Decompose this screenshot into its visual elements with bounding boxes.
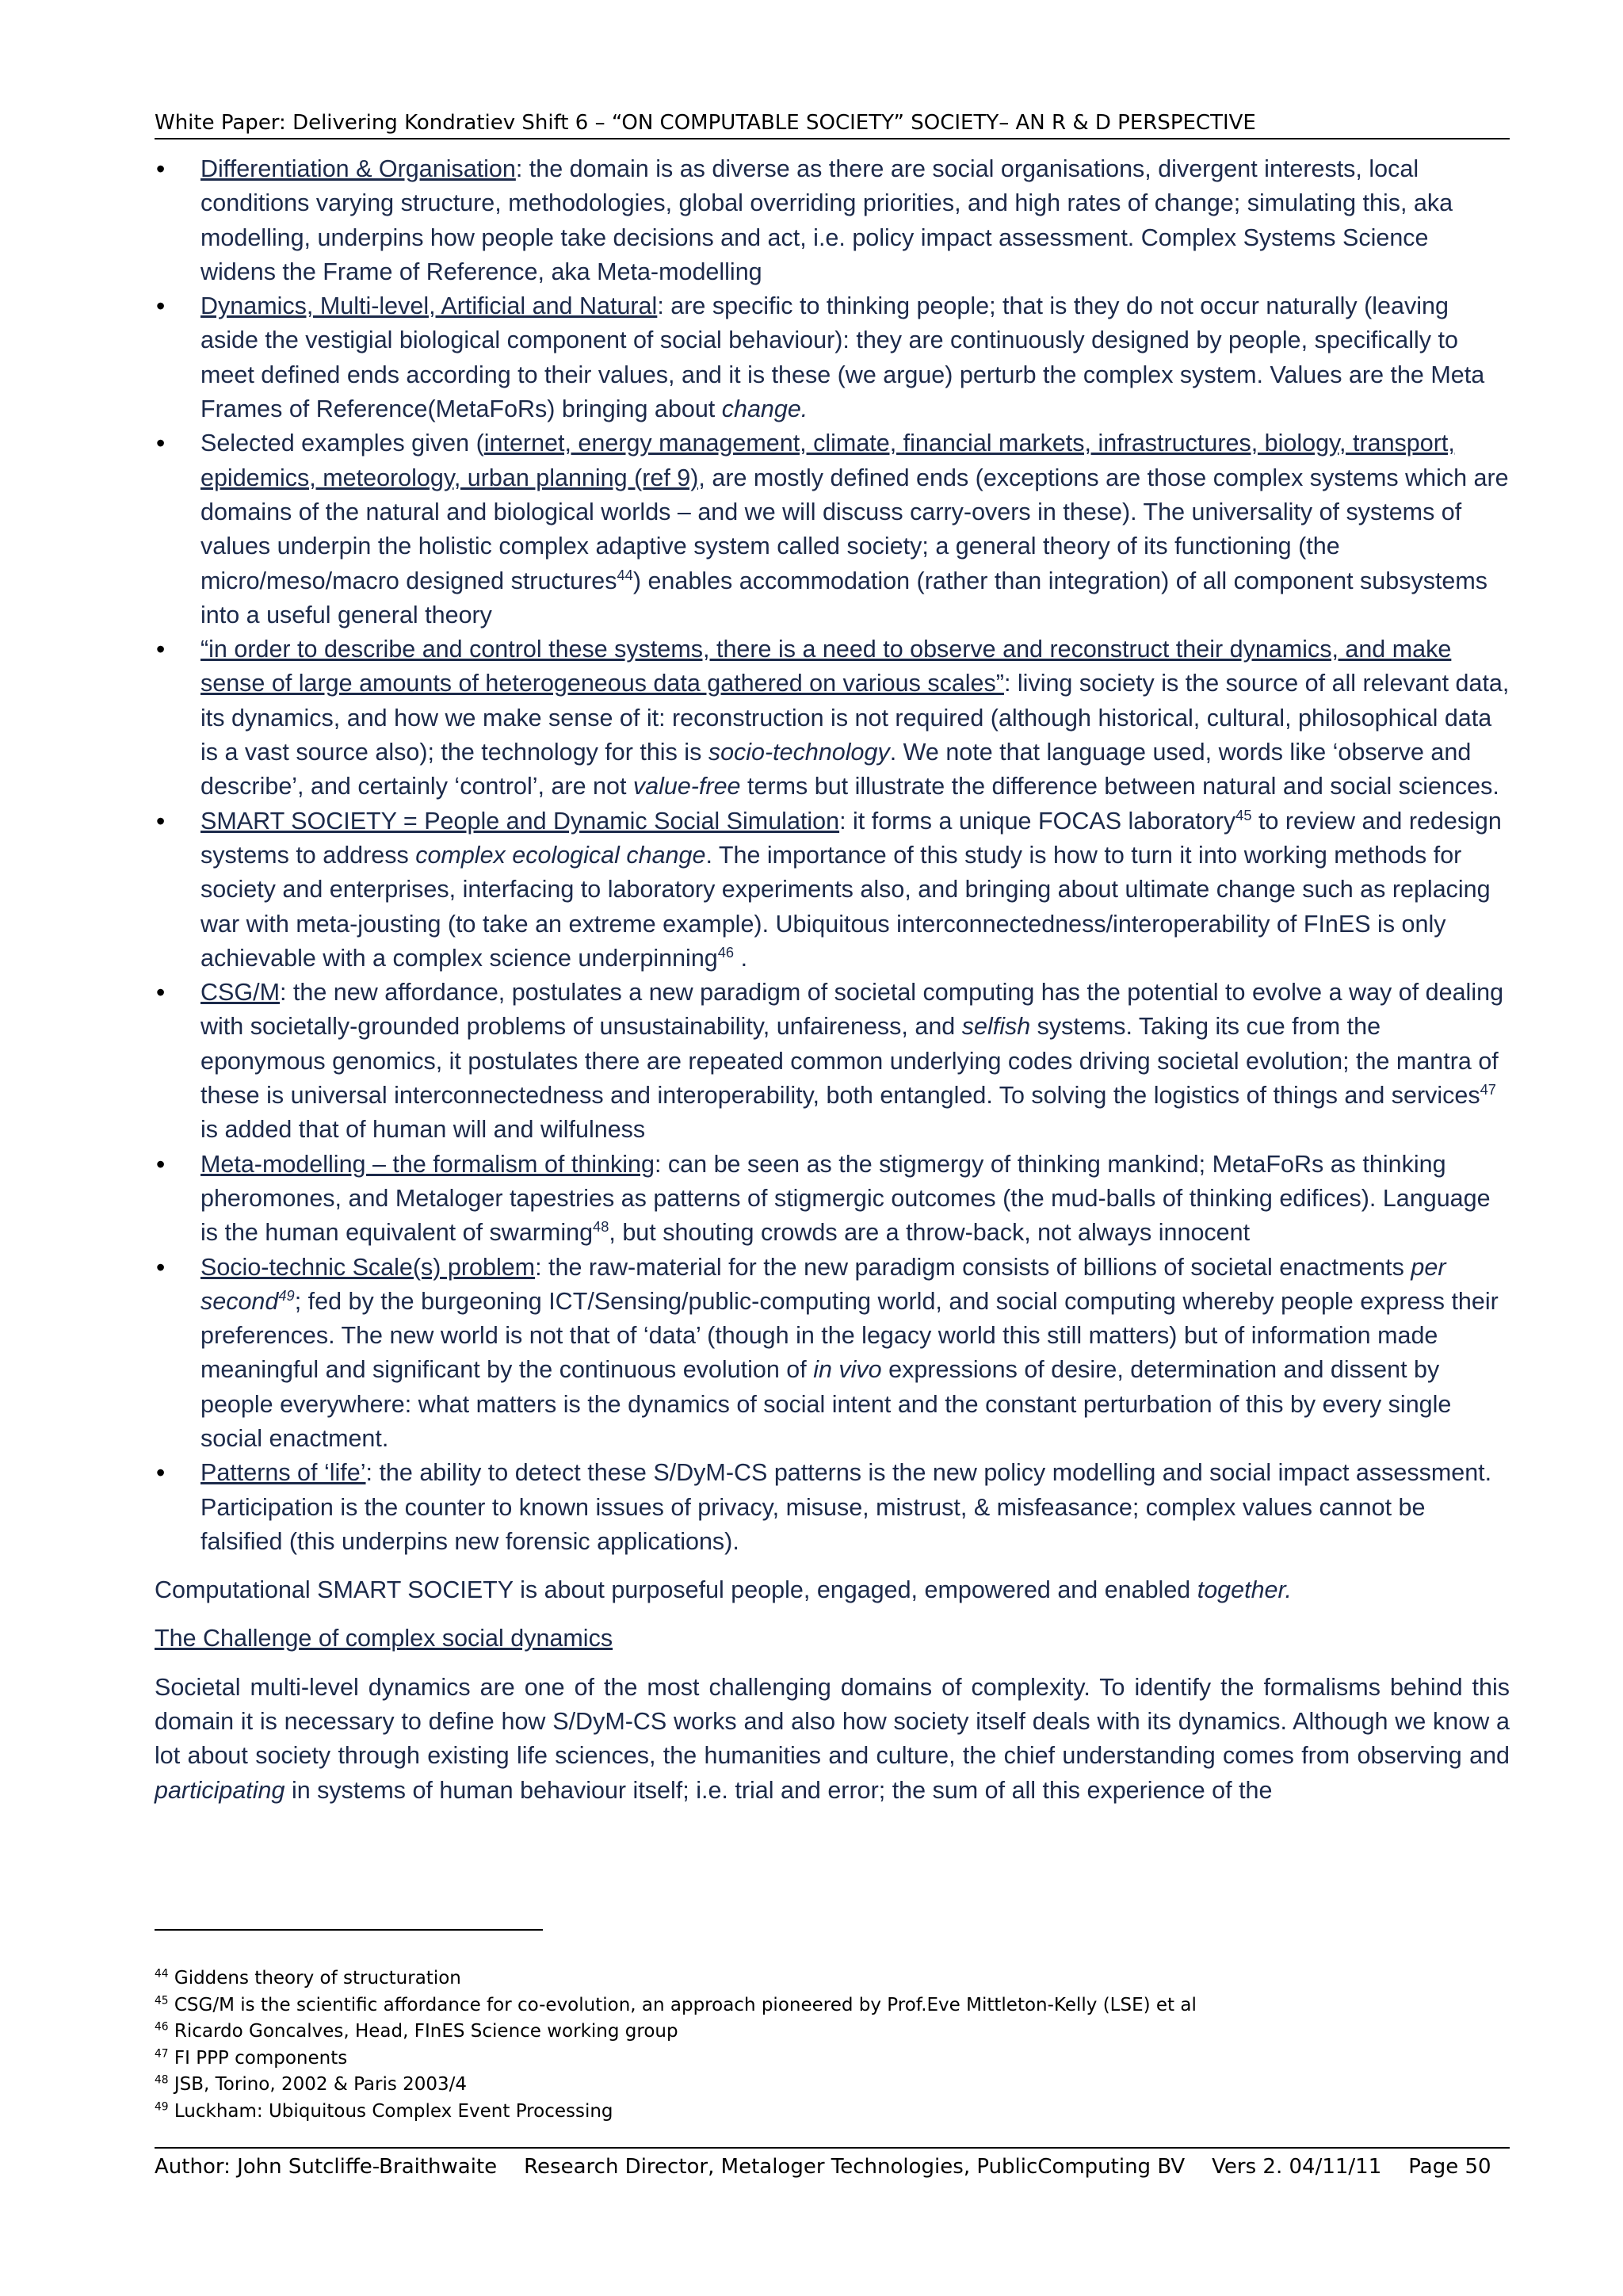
page-footer: [155, 2147, 1510, 2179]
summary-line: [155, 1573, 1510, 1607]
bullet-text: : can be seen as the stigmergy of thinking mankind; MetaFoRs as thinking pheromones, and Metaloger tapestries as patterns of stigmergic outcomes (the mud-balls of thinking edifices). Language is the human equivalent of swarming: [200, 1150, 1491, 1247]
bullet-list: [155, 152, 1510, 1559]
bullet-lead: Socio-technic Scale(s) problem: [200, 1253, 536, 1281]
bullet-text: ) enables accommodation (rather than integration) of all component subsystems into a useful general theory: [200, 567, 1488, 628]
bullet-text: is added that of human will and wilfulness: [200, 1116, 646, 1144]
bullet-lead: Meta-modelling – the formalism of thinking: [200, 1150, 655, 1178]
bullet-item: [155, 632, 1510, 804]
bullet-text: : the new affordance, postulates a new paradigm of societal computing has the potential to evolve a way of dealing with societally-grounded problems of unsustainability, unfaireness, and: [200, 979, 1504, 1041]
footnote-number: 47: [155, 2046, 169, 2060]
bullet-emphasis: socio-technology: [708, 739, 890, 766]
footnote: [155, 2019, 1510, 2046]
footnote: [155, 2046, 1510, 2073]
bullet-text: : the raw-material for the new paradigm consists of billions of societal enactments: [535, 1253, 1411, 1281]
bullet-text: : it forms a unique FOCAS laboratory: [839, 807, 1236, 835]
bullet-emphasis: change.: [721, 395, 808, 423]
page-number: Page 50: [1408, 2155, 1491, 2179]
bullet-text: : the domain is as diverse as there are social organisations, divergent interests, local conditions varying structure, methodologies, global overriding priorities, and high rates of change; simulating this, aka modelling, underpins how people take decisions and act, i.e. policy impact assessment. Complex Systems Science widens the Frame of Reference, aka Meta-modelling: [200, 155, 1453, 285]
footnotes: [155, 1966, 1510, 2125]
footnote-text: FI PPP components: [168, 2047, 348, 2069]
footnote-ref: 45: [1235, 806, 1252, 823]
footnote-number: 49: [155, 2099, 169, 2113]
bullet-text: ; fed by the burgeoning ICT/Sensing/public-computing world, and social computing whereby people express their preferences. The new world is not that of ‘data’ (though in the legacy world this still matters) but of information made meaningful and significant by the continuous evolution of: [200, 1287, 1499, 1384]
footnote-number: 45: [155, 1993, 169, 2007]
bullet-emphasis: selfish: [961, 1013, 1031, 1041]
footnote-text: Giddens theory of structuration: [168, 1968, 461, 1988]
page-header: White Paper: Delivering Kondratiev Shift 6 – “ON COMPUTABLE SOCIETY” SOCIETY– AN R & D PERSPECTIVE: [155, 111, 1510, 139]
bullet-lead: “in order to describe and control these systems, there is a need to observe and reconstruct their dynamics, and make sense of large amounts of heterogeneous data gathered on various scales”: [200, 636, 1452, 697]
bullet-text: . The importance of this study is how to turn it into working methods for society and enterprises, interfacing to laboratory experiments also, and bringing about ultimate change such as replacing war with meta-jousting (to take an extreme example). Ubiquitous interconnectedness/interoperability of FInES is only achievable with a complex science underpinning: [200, 841, 1491, 972]
bullet-item: [155, 1456, 1510, 1559]
footer-author: Author: John Sutcliffe-Braithwaite: [155, 2155, 498, 2179]
bullet-item: [155, 152, 1510, 289]
bullet-lead: Patterns of ‘life’: [200, 1459, 366, 1487]
paragraph-emphasis: participating: [155, 1776, 285, 1804]
bullet-item: [155, 426, 1510, 632]
bullet-item: [155, 1251, 1510, 1457]
bullet-text: to review and redesign systems to address: [200, 807, 1502, 869]
footnote-text: Luckham: Ubiquitous Complex Event Processing: [168, 2100, 613, 2122]
bullet-lead: Differentiation & Organisation: [200, 155, 516, 182]
bullet-lead: CSG/M: [200, 979, 280, 1007]
bullet-item: [155, 289, 1510, 426]
bullet-text: expressions of desire, determination and dissent by people everywhere: what matters is the dynamics of social intent and the constant perturbation of this by every single social enactment.: [200, 1356, 1452, 1452]
bullet-text: : living society is the source of all relevant data, its dynamics, and how we make sense of it: reconstruction is not required (although historical, cultural, philosophical data is a vast source also); the technology for this is: [200, 670, 1510, 766]
footnote-number: 44: [155, 1967, 169, 1981]
bullet-emphasis: value-free: [632, 773, 741, 800]
bullet-text: .: [734, 944, 748, 972]
footnote-ref: 48: [593, 1218, 609, 1236]
footnote-text: CSG/M is the scientific affordance for co-evolution, an approach pioneered by Prof.Eve Mittleton-Kelly (LSE) et al: [168, 1994, 1197, 2015]
paragraph-text: in systems of human behaviour itself; i.e. trial and error; the sum of all this experience of the: [285, 1776, 1273, 1804]
footer-version: Vers 2. 04/11/11: [1212, 2155, 1382, 2179]
footnote-separator: [155, 1929, 543, 1931]
footnote-ref: 44: [617, 566, 633, 583]
bullet-lead: SMART SOCIETY = People and Dynamic Social Simulation: [200, 807, 840, 835]
bullet-text: , but shouting crowds are a throw-back, not always innocent: [609, 1219, 1251, 1247]
footnote-ref: 47: [1480, 1080, 1496, 1098]
paragraph-text: Societal multi-level dynamics are one of the most challenging domains of complexity. To identify the formalisms behind this domain it is necessary to define how S/DyM-CS works and also how society itself deals with its dynamics. Although we know a lot about society through existing life sciences, the humanities and culture, the chief understanding comes from observing and: [155, 1673, 1510, 1770]
footnote-text: Ricardo Goncalves, Head, FInES Science working group: [168, 2021, 678, 2042]
section-heading: The Challenge of complex social dynamics: [155, 1625, 613, 1652]
footnote-ref: 46: [717, 943, 735, 961]
footnote-number: 48: [155, 2073, 169, 2087]
bullet-text: are mostly defined ends (exceptions are those complex systems which are domains of the natural and biological worlds – and we will discuss carry-overs in these). The universality of systems of values underpin the holistic complex adaptive system called society; a general theory of its functioning (the micro/meso/macro designed structures: [200, 464, 1509, 594]
body-paragraph: [155, 1671, 1510, 1808]
bullet-text: . We note that language used, words like ‘observe and describe’, and certainly ‘control’, are not: [200, 739, 1472, 800]
bullet-emphasis: complex ecological change: [415, 841, 706, 869]
main-body: [155, 152, 1510, 1808]
bullet-emphasis: per second: [200, 1253, 1446, 1315]
summary-emphasis: together.: [1197, 1576, 1292, 1604]
footnote-number: 46: [155, 2020, 169, 2034]
footnote-text: JSB, Torino, 2002 & Paris 2003/4: [168, 2074, 468, 2095]
bullet-text: Selected examples given (: [200, 430, 484, 457]
summary-text: Computational SMART SOCIETY is about purposeful people, engaged, empowered and enabled: [155, 1576, 1197, 1604]
bullet-lead: Dynamics, Multi-level, Artificial and Natural: [200, 292, 658, 320]
footnote: [155, 2072, 1510, 2099]
bullet-emphasis: in vivo: [813, 1356, 882, 1384]
bullet-item: [155, 1148, 1510, 1251]
footnote: [155, 2099, 1510, 2126]
bullet-item: [155, 976, 1510, 1147]
footnote: [155, 1992, 1510, 2019]
bullet-text: systems. Taking its cue from the eponymous genomics, it postulates there are repeated common underlying codes driving societal evolution; the mantra of these is universal interconnectedness and interoperability, both entangled. To solving the logistics of things and services: [200, 1013, 1499, 1110]
bullet-item: [155, 804, 1510, 976]
footnote-ref: 49: [278, 1286, 295, 1304]
bullet-text: : the ability to detect these S/DyM-CS patterns is the new policy modelling and social impact assessment. Participation is the counter to known issues of privacy, misuse, mistrust, & misfeasance; complex values cannot be falsified (this underpins new forensic applications).: [200, 1459, 1492, 1555]
footnote: [155, 1966, 1510, 1992]
footer-role: Research Director, Metaloger Technologies, PublicComputing BV: [524, 2155, 1186, 2179]
bullet-text: terms but illustrate the difference between natural and social sciences.: [740, 773, 1499, 800]
bullet-text: : are specific to thinking people; that is they do not occur naturally (leaving aside the vestigial biological component of social behaviour): they are continuously designed by people, specifically to meet defined ends according to their values, and it is these (we argue) perturb the complex system. Values are the Meta Frames of Reference(MetaFoRs) bringing about: [200, 292, 1485, 423]
bullet-lead: internet, energy management, climate, financial markets, infrastructures, biology, transport, epidemics, meteorology, urban planning (ref 9),: [200, 430, 1455, 491]
